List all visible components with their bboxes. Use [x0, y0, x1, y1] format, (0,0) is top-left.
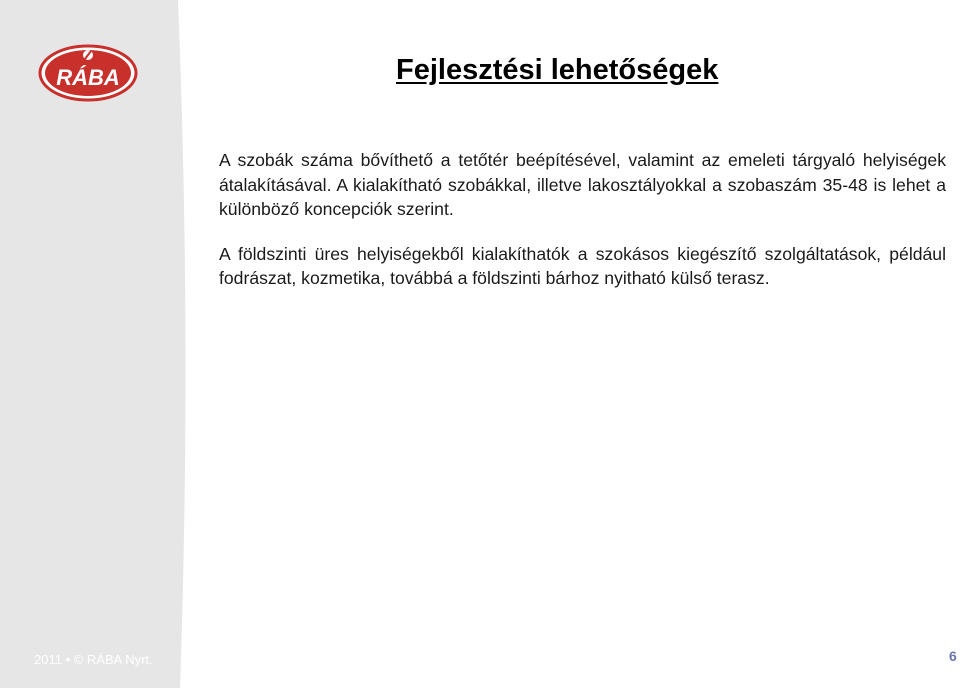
page-number: 6 [949, 648, 957, 664]
logo-text: RÁBA [56, 65, 120, 90]
footer-copyright: 2011 • © RÁBA Nyrt. [34, 652, 153, 667]
sidebar-panel [0, 0, 200, 688]
raba-logo [38, 44, 138, 102]
content-body [219, 148, 946, 311]
paragraph-1: A szobák száma bővíthető a tetőtér beépítésével, valamint az emeleti tárgyaló helyiségek átalakításával. A kialakítható szobákkal, illetve lakosztályokkal a szobaszám 35-48 is lehet a különböző koncepciók szerint. [219, 150, 946, 220]
paragraph-2: A földszinti üres helyiségekből kialakíthatók a szokásos kiegészítő szolgáltatások, például fodrászat, kozmetika, továbbá a földszinti bárhoz nyitható külső terasz. [219, 243, 946, 289]
page-title: Fejlesztési lehetőségek [396, 54, 719, 86]
